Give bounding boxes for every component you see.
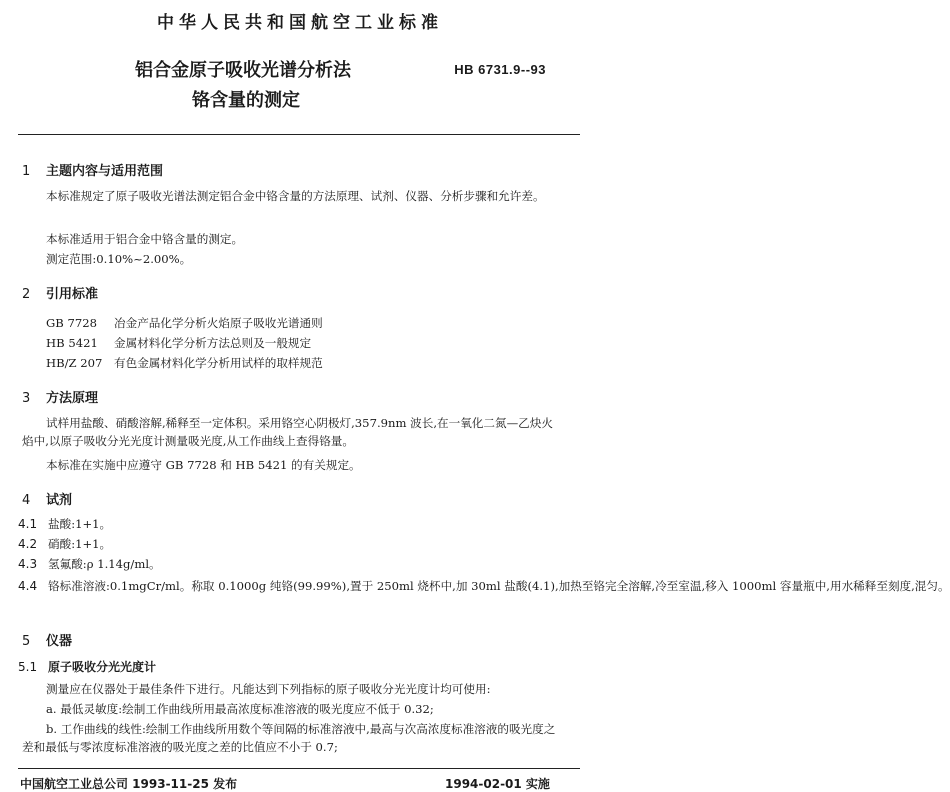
section-number: 4 [22,493,31,508]
reagent-item [18,536,111,552]
section-1-para-2: 本标准适用于铝合金中铬含量的测定。 [46,232,244,246]
requirement-item-b: b. 工作曲线的线性:绘制工作曲线所用数个等间隔的标准溶液中,最高与次高浓度标准溶液的吸光度之差和最低与零浓度标准溶液的吸光度之差的比值应不小于 0.7; [22,722,556,754]
reagent-item [18,576,950,596]
item-number: 4.1 [18,517,38,531]
reference-code: GB 7728 [46,316,97,330]
item-number: 4.2 [18,537,38,551]
section-1-para-3: 测定范围:0.10%~2.00%。 [46,252,192,266]
header-rule [18,134,580,135]
implementation-date: 1994-02-01 实施 [445,777,550,791]
item-text: 铬标准溶液:0.1mgCr/ml。称取 0.1000g 纯铬(99.99%),置于 250ml 烧杯中,加 30ml 盐酸(4.1),加热至铬完全溶解,冷至室温,移入 1000ml 容量瓶中,用水稀释至刻度,混匀。 [48,579,950,593]
reference-item [46,355,323,371]
reference-text: 金属材料化学分析方法总则及一般规定 [114,336,312,350]
issue-info: 中国航空工业总公司 1993-11-25 发布 [20,777,238,791]
section-title: 主题内容与适用范围 [46,164,164,179]
footer-rule [18,768,580,769]
title-line-1: 铝合金原子吸收光谱分析法 [135,60,351,81]
reagent-item [18,516,111,532]
item-number: 4.3 [18,557,38,571]
section-1-heading [22,160,163,179]
subsection-5-1-heading [18,658,156,675]
item-number: 4.4 [18,579,38,593]
section-5-heading [22,630,72,649]
reference-text: 冶金产品化学分析火焰原子吸收光谱通则 [114,316,323,330]
reagent-item [18,556,161,572]
section-number: 1 [22,164,31,179]
section-3-heading [22,387,98,406]
section-1-para-1: 本标准规定了原子吸收光谱法测定铝合金中铬含量的方法原理、试剂、仪器、分析步骤和允许差。 [46,189,545,203]
section-title: 仪器 [46,634,73,649]
issuer-header: 中华人民共和国航空工业标准 [157,13,443,33]
section-5-para-1: 测量应在仪器处于最佳条件下进行。凡能达到下列指标的原子吸收分光光度计均可使用: [46,682,491,696]
standard-number: HB 6731.9--93 [454,62,546,77]
reference-item [46,335,311,351]
item-text: 盐酸:1+1。 [48,517,112,531]
item-text: 氢氟酸:ρ 1.14g/ml。 [48,557,161,571]
subsection-number: 5.1 [18,660,38,674]
section-number: 5 [22,634,31,649]
reference-text: 有色金属材料化学分析用试样的取样规范 [114,356,323,370]
section-title: 试剂 [46,493,73,508]
section-3-para-1: 试样用盐酸、硝酸溶解,稀释至一定体积。采用铬空心阴极灯,357.9nm 波长,在一氧化二氮—乙炔火焰中,以原子吸收分光光度计测量吸光度,从工作曲线上查得铬量。 [22,416,553,448]
reference-code: HB/Z 207 [46,356,103,370]
section-title: 方法原理 [46,391,99,406]
section-4-heading [22,489,72,508]
section-number: 2 [22,287,31,302]
section-3-para-2: 本标准在实施中应遵守 GB 7728 和 HB 5421 的有关规定。 [46,458,361,472]
item-text: 硝酸:1+1。 [48,537,112,551]
title-line-2: 铬含量的测定 [192,90,300,111]
subsection-title: 原子吸收分光光度计 [48,660,157,674]
section-title: 引用标准 [46,287,99,302]
reference-code: HB 5421 [46,336,98,350]
reference-item [46,315,323,331]
requirement-item-a: a. 最低灵敏度:绘制工作曲线所用最高浓度标准溶液的吸光度应不低于 0.32; [46,702,434,716]
section-number: 3 [22,391,31,406]
section-2-heading [22,283,98,302]
